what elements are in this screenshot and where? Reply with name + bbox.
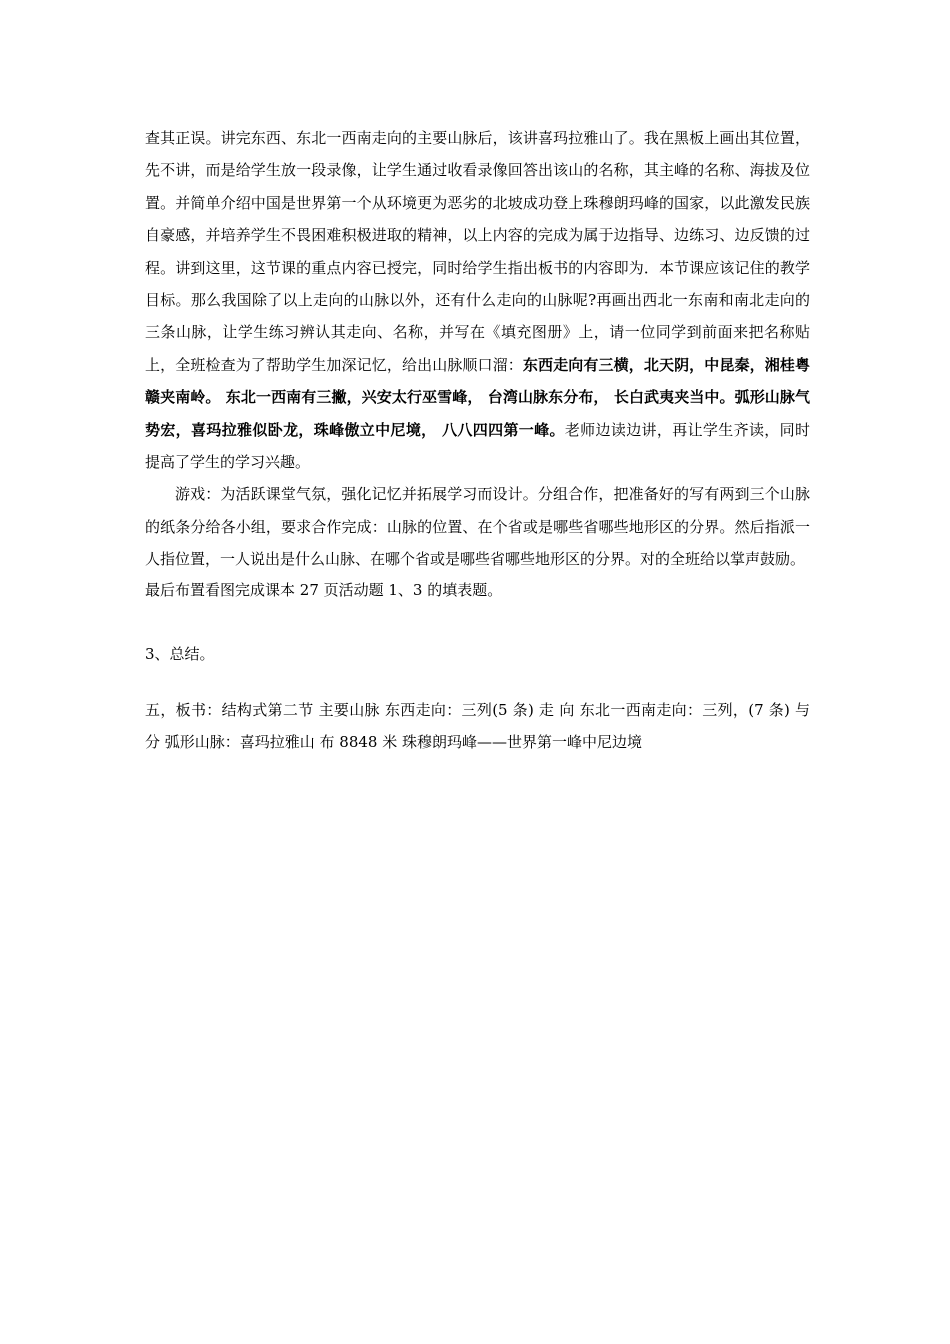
paragraph-board-writing: 五，板书：结构式第二节 主要山脉 东西走向：三列(5 条) 走 向 东北一西南走向：三列，(7 条) 与 分 弧形山脉：喜玛拉雅山 布 8848 米 珠穆朗玛峰——世界第一峰中尼边境 [145,700,810,752]
section-summary: 3、总结。 [145,644,215,663]
paragraph-homework: 最后布置看图完成课本 27 页活动题 1、3 的填表题。 [145,580,503,599]
document-body [145,122,810,759]
paragraph-text: 查其正误。讲完东西、东北一西南走向的主要山脉后，该讲喜玛拉雅山了。我在黑板上画出其位置，先不讲，而是给学生放一段录像，让学生通过收看录像回答出该山的名称，其主峰的名称、海拔及位置。并简单介绍中国是世界第一个从环境更为恶劣的北坡成功登上珠穆朗玛峰的国家，以此激发民族自豪感，并培养学生不畏困难积极进取的精神，以上内容的完成为属于边指导、边练习、边反馈的过程。讲到这里，这节课的重点内容已授完，同时给学生指出板书的内容即为．本节课应该记住的教学目标。那么我国除了以上走向的山脉以外，还有什么走向的山脉呢?再画出西北一东南和南北走向的三条山脉，让学生练习辨认其走向、名称，并写在《填充图册》上，请一位同学到前面来把名称贴上，全班检查为了帮助学生加深记忆，给出山脉顺口溜： [145,129,810,374]
paragraph-text-end: 老师边读边讲，再让学生齐读，同时提高了学生的学习兴趣。 [145,420,810,472]
paragraph-lesson-process [145,122,810,478]
mountain-rhyme: 东西走向有三横，北天阴，中昆秦，湘桂粤赣夹南岭。 东北一西南有三撇，兴安太行巫雪峰， 台湾山脉东分布， 长白武夷夹当中。弧形山脉气势宏，喜玛拉雅似卧龙，珠峰傲立中尼境， 八八四四第一峰。 [145,355,810,439]
paragraph-game: 游戏：为活跃课堂气氛，强化记忆并拓展学习而设计。分组合作，把准备好的写有两到三个山脉的纸条分给各小组，要求合作完成：山脉的位置、在个省或是哪些省哪些地形区的分界。然后指派一人指位置，一人说出是什么山脉、在哪个省或是哪些省哪些地形区的分界。对的全班给以掌声鼓励。 [145,485,810,569]
